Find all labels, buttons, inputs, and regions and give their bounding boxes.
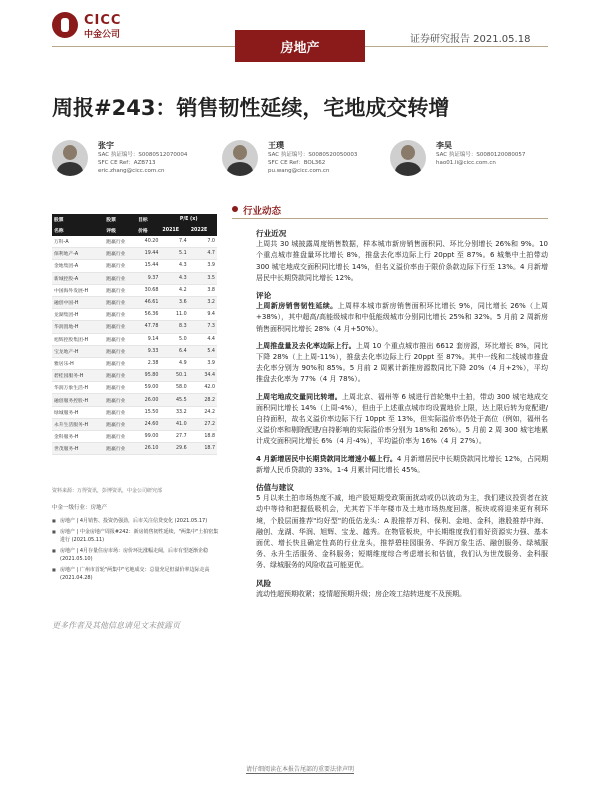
- valuation-heading: 估值与建议: [256, 483, 294, 493]
- table-cell: 26.10: [136, 443, 160, 455]
- table-cell: 万科-A: [52, 236, 104, 248]
- avatar: [52, 140, 88, 176]
- analyst-sfc: SFC CE Ref：BOL362: [268, 160, 326, 166]
- table-row: [52, 406, 217, 418]
- table-cell: 27.2: [189, 418, 217, 430]
- comment-sales: [256, 301, 548, 335]
- recent-heading: 行业近况: [256, 229, 287, 238]
- table-cell: 绿城服务-H: [52, 406, 104, 418]
- table-cell: 47.78: [136, 321, 160, 333]
- table-cell: 41.0: [160, 418, 188, 430]
- section-bullet-icon: [232, 206, 238, 212]
- table-cell: 18.8: [189, 431, 217, 443]
- table-cell: 7.0: [189, 236, 217, 248]
- table-row: [52, 236, 217, 248]
- comment-land-lead: 上周宅地成交量同比转增。: [256, 392, 342, 401]
- table-cell: 42.0: [189, 382, 217, 394]
- table-row: [52, 431, 217, 443]
- table-cell: 5.0: [160, 333, 188, 345]
- table-cell: 95.80: [136, 370, 160, 382]
- table-cell: 旭辉控股集团-H: [52, 333, 104, 345]
- th-target: 目标: [136, 214, 160, 225]
- sector-badge: 房地产: [235, 30, 365, 62]
- table-cell: 6.4: [160, 345, 188, 357]
- comment-land-text: 上周北京、福州等 6 城进行首轮集中土拍，带动 300 城宅地成交面积同比增长 14%（上周-4%），但由于上述重点城市均设置地价上限，达上限后转为竞配建/自持面积，故名义溢价率边际下行 10ppt 至 13%，但实际溢价率仍处于高位（例如，福州名义溢价率和剔除配建/自持影响的实际溢价率分别为 18%和 26%）。5 月前 2 周 300 城宅地累计成交面积同比增长 6%（4 月-4%），平均溢价率为 16%（4 月 27%）。: [256, 392, 549, 446]
- valuation-paragraph: 5 月以来土拍市场热度不减，地产股短期受政策面扰动或仍以波动为主，我们建议投资者在波动中等待和把握低吸机会，尤其若下半年楼市及土地市场热度回落，板块或将迎来更有利环境，个股层面推荐"均好型"的低估龙头：A 股推荐万科、保利、金地、金科，港股推荐中海、融创、龙湖、华润、旭辉、宝龙、越秀。在物管板块，中长期维度我们看好资源实力强、基本面优、增长快且确定性高的行业龙头，推荐碧桂园服务、华润万象生活、融创服务、绿城服务、永升生活服务、金科服务；短期维度综合考虑增长和估值，我们认为世茂服务、金科服务、绿城服务的风险收益可能更优。: [256, 494, 548, 570]
- table-source: 资料来源：万得资讯，彭博资讯，中金公司研究部: [52, 488, 163, 494]
- comment-sales-lead: 上周新房销售韧性延续。: [256, 302, 338, 311]
- th-rating2: 评级: [104, 225, 136, 236]
- analyst-card: [222, 140, 358, 176]
- analyst-name: 张宇: [98, 141, 114, 150]
- analyst-name: 王璞: [268, 141, 284, 150]
- table-cell: 融创服务控股-H: [52, 394, 104, 406]
- table-cell: 9.37: [136, 272, 160, 284]
- table-cell: 雅居乐-H: [52, 357, 104, 369]
- comment-sales-text: 上周样本城市新房销售面积环比增长 9%，同比增长 26%（上周+38%），其中超高/高能级城市和中低能级城市分别同比增长 25%和 32%。5 月前 2 周新房销售面积同比增长 28%（4 月+50%）。: [256, 302, 549, 333]
- analyst-card: [390, 140, 526, 176]
- table-cell: 9.4: [189, 309, 217, 321]
- table-cell: 3.5: [189, 272, 217, 284]
- comment-heading: 评论: [256, 291, 272, 301]
- risk-heading: 风险: [256, 578, 272, 588]
- related-report-link[interactable]: ■ 房地产 | 中金房地产周报#242：新房销售韧性延续，"两集中"土拍密集进行 (2021.05.11): [52, 528, 222, 544]
- table-cell: 3.9: [189, 357, 217, 369]
- comment-supply-lead: 上周推盘量及去化率边际上行。: [256, 341, 356, 350]
- table-cell: 50.1: [160, 370, 188, 382]
- table-cell: 3.2: [189, 296, 217, 308]
- table-cell: 9.33: [136, 345, 160, 357]
- related-reports: [52, 517, 222, 585]
- analyst-email[interactable]: pu.wang@cicc.com.cn: [268, 168, 330, 174]
- related-report-link[interactable]: ■ 房地产 | 4月销售、投资仍强劲，后市关注信贷变化 (2021.05.17): [52, 517, 222, 525]
- analyst-sfc: SFC CE Ref：AZB713: [98, 160, 156, 166]
- table-cell: 融创中国-H: [52, 296, 104, 308]
- table-row: [52, 357, 217, 369]
- logo-en: CICC: [84, 13, 122, 28]
- table-row: [52, 260, 217, 272]
- table-cell: 新城控股-A: [52, 272, 104, 284]
- table-cell: 15.44: [136, 260, 160, 272]
- table-cell: 华润置地-H: [52, 321, 104, 333]
- report-title: 周报#243：销售韧性延续，宅地成交转增: [52, 96, 450, 120]
- table-cell: 金科服务-H: [52, 431, 104, 443]
- table-row: [52, 333, 217, 345]
- table-cell: 跑赢行业: [104, 394, 136, 406]
- analyst-email[interactable]: hao01.li@cicc.com.cn: [436, 160, 496, 166]
- table-cell: 26.00: [136, 394, 160, 406]
- table-cell: 跑赢行业: [104, 443, 136, 455]
- table-cell: 34.4: [189, 370, 217, 382]
- table-cell: 华润万象生活-H: [52, 382, 104, 394]
- table-row: [52, 345, 217, 357]
- table-cell: 4.3: [160, 272, 188, 284]
- table-cell: 金地集团-A: [52, 260, 104, 272]
- analyst-name: 李昊: [436, 141, 452, 150]
- table-cell: 18.7: [189, 443, 217, 455]
- recent-paragraph: 上周共 30 城披露周度销售数据，样本城市新房销售面积同、环比分别增长 26%和 9%。10 个重点城市推盘量环比增长 8%，推盘去化率边际上行 20ppt 至 87%。6 城集中土拍带动 300 城宅地成交面积同比增长 14%，但名义溢价率由于限价条款边际下行至 13%。4 月新增居民中长期贷款同比增长 12%。: [256, 240, 548, 282]
- table-cell: 28.2: [189, 394, 217, 406]
- table-cell: 保利地产-A: [52, 248, 104, 260]
- table-row: [52, 382, 217, 394]
- legal-footer-text[interactable]: 请仔细阅读在本报告尾部的重要法律声明: [245, 766, 354, 773]
- table-cell: 29.6: [160, 443, 188, 455]
- table-cell: 7.3: [189, 321, 217, 333]
- th-2022e: 2022E: [189, 225, 217, 236]
- table-row: [52, 394, 217, 406]
- table-cell: 跑赢行业: [104, 260, 136, 272]
- table-cell: 跑赢行业: [104, 345, 136, 357]
- table-cell: 跑赢行业: [104, 284, 136, 296]
- table-cell: 8.3: [160, 321, 188, 333]
- table-cell: 跑赢行业: [104, 333, 136, 345]
- analyst-sac: SAC 执证编号：S0080120080057: [436, 152, 526, 158]
- section-title: 行业动态: [243, 206, 282, 217]
- table-cell: 46.61: [136, 296, 160, 308]
- table-cell: 45.5: [160, 394, 188, 406]
- comment-supply: [256, 341, 548, 386]
- table-row: [52, 370, 217, 382]
- related-report-link[interactable]: ■ 房地产 | 4月存量住房市场：房价环比涨幅走阔，后市有望逐渐企稳 (2021.05.10): [52, 547, 222, 563]
- cicc-logo-icon: [52, 12, 78, 38]
- table-cell: 9.14: [136, 333, 160, 345]
- table-cell: 跑赢行业: [104, 431, 136, 443]
- table-cell: 世茂服务-H: [52, 443, 104, 455]
- table-cell: 19.44: [136, 248, 160, 260]
- comment-loans-lead: 4 月新增居民中长期贷款同比增速小幅上行。: [256, 454, 397, 463]
- comment-loans: [256, 454, 548, 476]
- table-cell: 59.00: [136, 382, 160, 394]
- table-cell: 4.2: [160, 284, 188, 296]
- table-cell: 4.3: [160, 260, 188, 272]
- report-type-date: 证券研究报告 2021.05.18: [410, 34, 531, 45]
- table-cell: 24.60: [136, 418, 160, 430]
- analyst-sac: SAC 执证编号：S0080520050003: [268, 152, 358, 158]
- table-cell: 跑赢行业: [104, 406, 136, 418]
- table-cell: 跑赢行业: [104, 248, 136, 260]
- table-cell: 4.4: [189, 333, 217, 345]
- logo-cn: 中金公司: [84, 30, 121, 40]
- table-cell: 3.6: [160, 296, 188, 308]
- table-cell: 跑赢行业: [104, 296, 136, 308]
- table-cell: 4.7: [189, 248, 217, 260]
- related-report-link[interactable]: ■ 房地产 | 广州市首轮"两集中"宅地成交：总量充足但溢价率边际走高 (2021.04.28): [52, 566, 222, 582]
- analyst-card: [52, 140, 188, 176]
- th-name: 名称: [52, 225, 104, 236]
- avatar: [222, 140, 258, 176]
- table-cell: 30.68: [136, 284, 160, 296]
- table-cell: 27.7: [160, 431, 188, 443]
- table-cell: 58.0: [160, 382, 188, 394]
- table-cell: 5.1: [160, 248, 188, 260]
- table-cell: 跑赢行业: [104, 272, 136, 284]
- table-cell: 2.38: [136, 357, 160, 369]
- th-rating: 股票: [104, 214, 136, 225]
- table-cell: 龙湖集团-H: [52, 309, 104, 321]
- th-price: 价格: [136, 225, 160, 236]
- table-cell: 永升生活服务-H: [52, 418, 104, 430]
- related-title: 中金一级行业：房地产: [52, 505, 108, 511]
- th-pe: P/E (x): [160, 214, 217, 225]
- section-divider: [232, 218, 548, 219]
- table-cell: 跑赢行业: [104, 236, 136, 248]
- table-cell: 跑赢行业: [104, 309, 136, 321]
- table-cell: 24.2: [189, 406, 217, 418]
- comment-supply-text: 上周 10 个重点城市推出 6612 套房源，环比增长 8%，同比下降 28%（上上周-11%），推盘去化率边际上行 20ppt 至 87%。其中一线和二线城市推盘去化率分别为 90%和 85%。5 月前 2 周累计新推房源数同比下降 20%（4 月+2%），平均推盘去化率为 77%（4 月 78%）。: [256, 341, 548, 384]
- valuation-table: [52, 214, 217, 455]
- comment-loans-text: 4 月新增居民中长期贷款同比增长 12%，占同期新增人民币贷款的 33%。1-4 月累计同比增长 45%。: [256, 454, 548, 474]
- table-cell: 3.9: [189, 260, 217, 272]
- th-stock: 股票: [52, 214, 104, 225]
- table-row: [52, 309, 217, 321]
- analyst-email[interactable]: eric.zhang@cicc.com.cn: [98, 168, 165, 174]
- table-cell: 跑赢行业: [104, 321, 136, 333]
- table-row: [52, 321, 217, 333]
- table-cell: 跑赢行业: [104, 370, 136, 382]
- table-cell: 7.4: [160, 236, 188, 248]
- table-row: [52, 248, 217, 260]
- table-cell: 33.2: [160, 406, 188, 418]
- table-row: [52, 272, 217, 284]
- more-info-note[interactable]: 更多作者及其他信息请见文末披露页: [52, 621, 180, 630]
- table-cell: 中国海外发展-H: [52, 284, 104, 296]
- analyst-sac: SAC 执证编号：S0080512070004: [98, 152, 188, 158]
- report-body: [256, 228, 548, 606]
- table-cell: 3.8: [189, 284, 217, 296]
- avatar: [390, 140, 426, 176]
- table-row: [52, 418, 217, 430]
- legal-footer: [0, 764, 600, 773]
- table-cell: 11.0: [160, 309, 188, 321]
- table-cell: 跑赢行业: [104, 418, 136, 430]
- table-cell: 跑赢行业: [104, 357, 136, 369]
- th-2021e: 2021E: [160, 225, 188, 236]
- table-cell: 5.4: [189, 345, 217, 357]
- risk-paragraph: 流动性超预期收紧；疫情超预期升级；房企竣工结转进度不及预期。: [256, 589, 466, 598]
- table-cell: 4.9: [160, 357, 188, 369]
- table-row: [52, 443, 217, 455]
- table-cell: 56.36: [136, 309, 160, 321]
- table-cell: 碧桂园服务-H: [52, 370, 104, 382]
- table-cell: 15.50: [136, 406, 160, 418]
- table-row: [52, 284, 217, 296]
- table-cell: 宝龙地产-H: [52, 345, 104, 357]
- table-row: [52, 296, 217, 308]
- table-cell: 跑赢行业: [104, 382, 136, 394]
- table-cell: 99.00: [136, 431, 160, 443]
- table-cell: 40.20: [136, 236, 160, 248]
- comment-land: [256, 392, 548, 448]
